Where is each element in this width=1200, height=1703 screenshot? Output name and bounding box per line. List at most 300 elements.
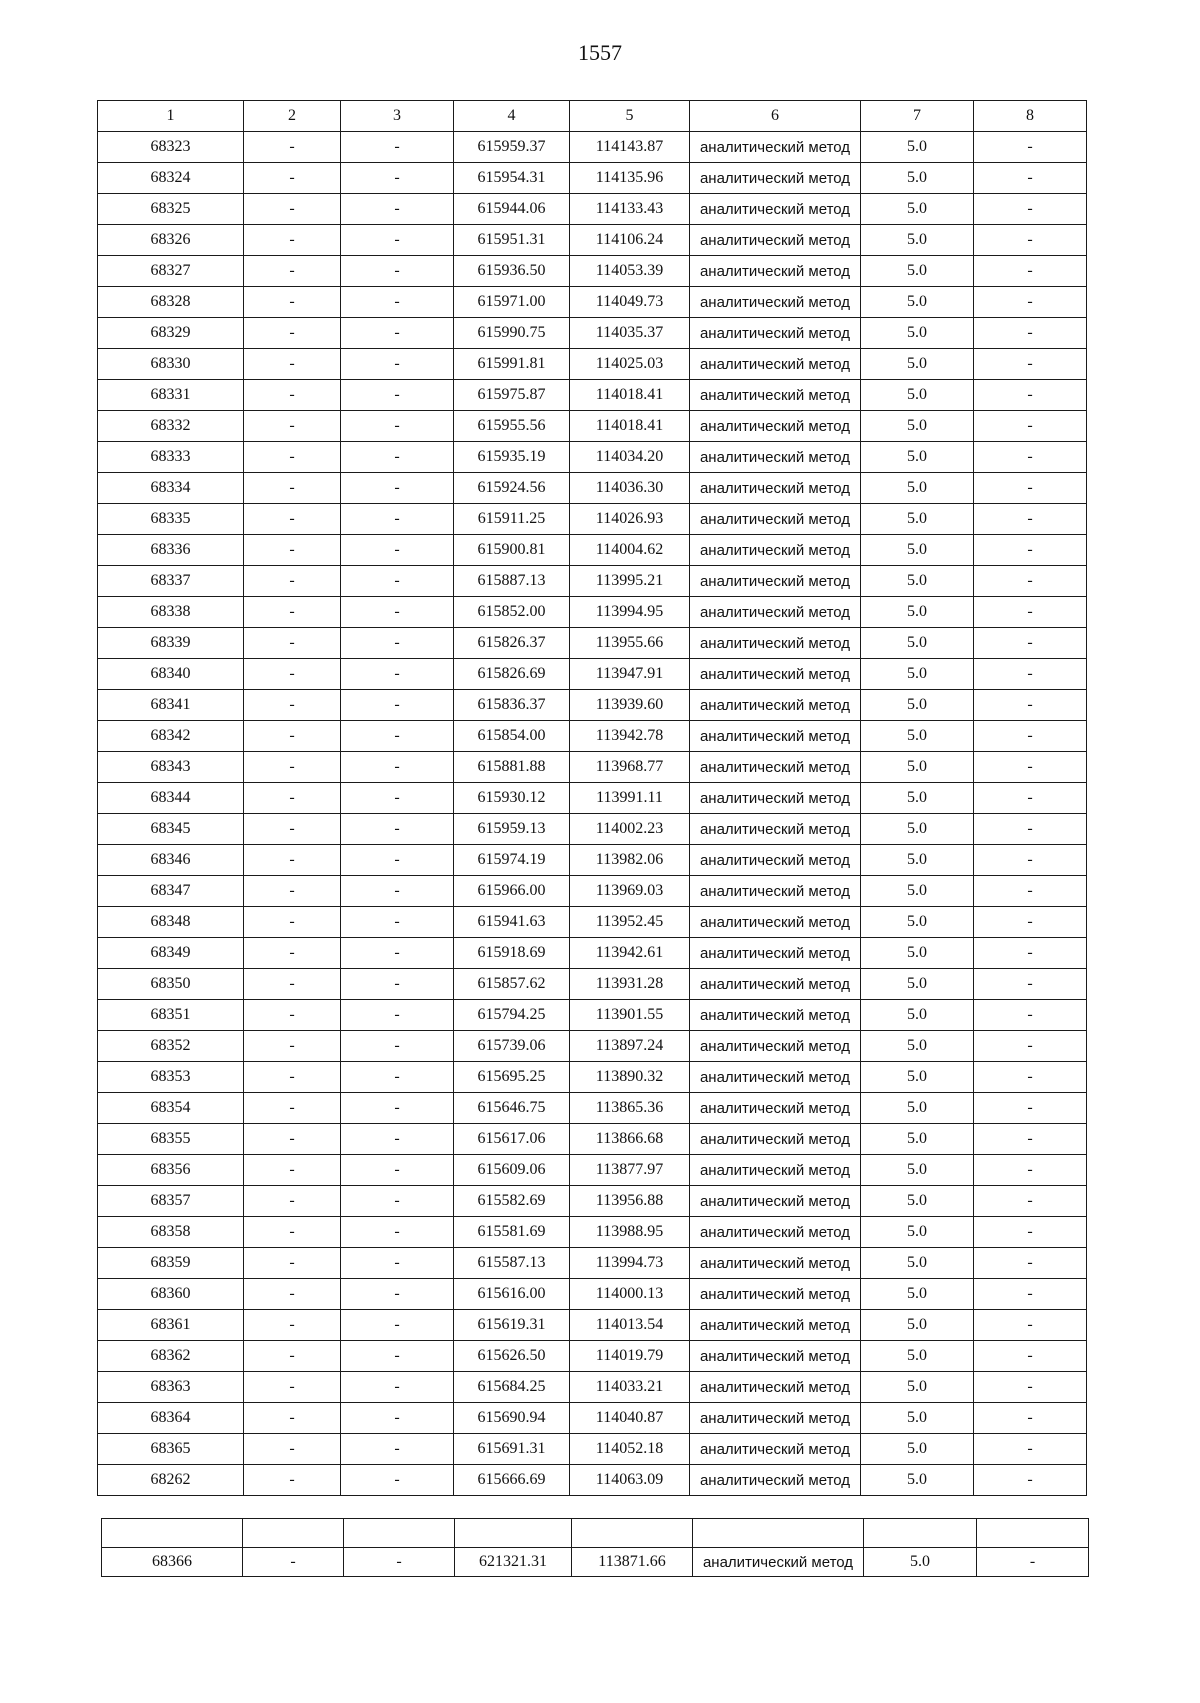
table-row [98,969,1087,1000]
method-cell: аналитический метод [690,659,861,690]
y-coordinate-cell: 114025.03 [570,349,690,380]
y-coordinate-cell: 114002.23 [570,814,690,845]
col2-cell: - [244,907,341,938]
point-number-cell: 68345 [98,814,244,845]
col2-cell: - [244,442,341,473]
col2-cell: - [244,814,341,845]
col8-cell: - [974,225,1087,256]
point-number-cell: 68365 [98,1434,244,1465]
col2-cell: - [244,597,341,628]
col8-cell [977,1519,1089,1548]
point-number-cell: 68328 [98,287,244,318]
column-header: 1 [98,101,244,132]
col3-cell: - [341,628,454,659]
point-number-cell: 68362 [98,1341,244,1372]
col2-cell: - [244,1372,341,1403]
accuracy-cell: 5.0 [861,814,974,845]
point-number-cell: 68341 [98,690,244,721]
col8-cell: - [974,752,1087,783]
x-coordinate-cell: 615944.06 [454,194,570,225]
accuracy-cell: 5.0 [861,132,974,163]
col8-cell: - [974,287,1087,318]
point-number-cell: 68366 [102,1548,243,1577]
point-number-cell: 68353 [98,1062,244,1093]
col8-cell: - [974,659,1087,690]
col8-cell: - [974,194,1087,225]
method-cell: аналитический метод [690,1093,861,1124]
col3-cell [344,1519,455,1548]
col8-cell: - [974,163,1087,194]
col2-cell: - [244,1124,341,1155]
table-row [98,1031,1087,1062]
col3-cell: - [341,1155,454,1186]
table-row [98,1434,1087,1465]
method-cell: аналитический метод [690,225,861,256]
column-header: 3 [341,101,454,132]
table-row [102,1548,1089,1577]
x-coordinate-cell: 615936.50 [454,256,570,287]
col8-cell: - [974,1155,1087,1186]
y-coordinate-cell: 114026.93 [570,504,690,535]
col2-cell: - [244,1403,341,1434]
col2-cell: - [244,411,341,442]
point-number-cell: 68352 [98,1031,244,1062]
x-coordinate-cell: 615609.06 [454,1155,570,1186]
table-row [98,411,1087,442]
col8-cell: - [974,1248,1087,1279]
col8-cell: - [974,535,1087,566]
col3-cell: - [341,1465,454,1496]
x-coordinate-cell: 615951.31 [454,225,570,256]
y-coordinate-cell: 113931.28 [570,969,690,1000]
table-row [98,1000,1087,1031]
point-number-cell: 68333 [98,442,244,473]
y-coordinate-cell: 114033.21 [570,1372,690,1403]
column-header: 5 [570,101,690,132]
table-row [98,845,1087,876]
method-cell: аналитический метод [690,1310,861,1341]
accuracy-cell: 5.0 [864,1548,977,1577]
accuracy-cell: 5.0 [861,1310,974,1341]
accuracy-cell: 5.0 [861,1217,974,1248]
method-cell: аналитический метод [690,1031,861,1062]
col3-cell: - [341,845,454,876]
col2-cell: - [244,1279,341,1310]
x-coordinate-cell: 615954.31 [454,163,570,194]
accuracy-cell: 5.0 [861,194,974,225]
table-row [98,504,1087,535]
point-number-cell: 68327 [98,256,244,287]
accuracy-cell: 5.0 [861,628,974,659]
col2-cell: - [244,690,341,721]
col2-cell: - [244,1248,341,1279]
x-coordinate-cell: 615990.75 [454,318,570,349]
col3-cell: - [341,256,454,287]
col8-cell: - [974,132,1087,163]
point-number-cell: 68339 [98,628,244,659]
method-cell: аналитический метод [690,969,861,1000]
y-coordinate-cell: 113995.21 [570,566,690,597]
x-coordinate-cell: 615900.81 [454,535,570,566]
point-number-cell: 68347 [98,876,244,907]
accuracy-cell: 5.0 [861,504,974,535]
col3-cell: - [341,1000,454,1031]
column-header: 7 [861,101,974,132]
method-cell: аналитический метод [690,473,861,504]
y-coordinate-cell: 114036.30 [570,473,690,504]
col3-cell: - [341,1434,454,1465]
y-coordinate-cell: 113866.68 [570,1124,690,1155]
table-row [98,814,1087,845]
col8-cell: - [974,1465,1087,1496]
point-number-cell: 68338 [98,597,244,628]
accuracy-cell: 5.0 [861,597,974,628]
method-cell: аналитический метод [690,1403,861,1434]
table-row [98,907,1087,938]
method-cell: аналитический метод [690,721,861,752]
method-cell: аналитический метод [690,163,861,194]
x-coordinate-cell: 615691.31 [454,1434,570,1465]
column-header: 4 [454,101,570,132]
x-coordinate-cell: 615616.00 [454,1279,570,1310]
y-coordinate-cell: 114000.13 [570,1279,690,1310]
table-row [98,1310,1087,1341]
y-coordinate-cell: 114034.20 [570,442,690,473]
method-cell: аналитический метод [690,442,861,473]
y-coordinate-cell: 113942.78 [570,721,690,752]
col3-cell: - [344,1548,455,1577]
col2-cell: - [244,1434,341,1465]
method-cell: аналитический метод [690,194,861,225]
col2-cell: - [244,349,341,380]
column-header: 8 [974,101,1087,132]
col3-cell: - [341,287,454,318]
accuracy-cell: 5.0 [861,318,974,349]
table-row [98,349,1087,380]
x-coordinate-cell: 615836.37 [454,690,570,721]
col3-cell: - [341,411,454,442]
accuracy-cell: 5.0 [861,1186,974,1217]
x-coordinate-cell: 615582.69 [454,1186,570,1217]
method-cell: аналитический метод [690,566,861,597]
col8-cell: - [974,814,1087,845]
col3-cell: - [341,690,454,721]
y-coordinate-cell: 113991.11 [570,783,690,814]
col3-cell: - [341,1124,454,1155]
col2-cell: - [244,132,341,163]
y-coordinate-cell: 114106.24 [570,225,690,256]
y-coordinate-cell: 113897.24 [570,1031,690,1062]
col8-cell: - [974,411,1087,442]
accuracy-cell: 5.0 [861,566,974,597]
col3-cell: - [341,659,454,690]
accuracy-cell: 5.0 [861,1372,974,1403]
y-coordinate-cell: 114013.54 [570,1310,690,1341]
method-cell: аналитический метод [690,1000,861,1031]
point-number-cell: 68330 [98,349,244,380]
col8-cell: - [974,349,1087,380]
method-cell: аналитический метод [690,597,861,628]
col8-cell: - [974,783,1087,814]
accuracy-cell: 5.0 [861,721,974,752]
method-cell: аналитический метод [690,504,861,535]
col8-cell: - [974,442,1087,473]
col2-cell: - [244,256,341,287]
col2-cell: - [244,1155,341,1186]
point-number-cell: 68364 [98,1403,244,1434]
x-coordinate-cell: 615617.06 [454,1124,570,1155]
x-coordinate-cell: 615646.75 [454,1093,570,1124]
x-coordinate-cell: 615955.56 [454,411,570,442]
y-coordinate-cell [572,1519,693,1548]
x-coordinate-cell: 615852.00 [454,597,570,628]
method-cell: аналитический метод [690,1217,861,1248]
col2-cell: - [244,1186,341,1217]
y-coordinate-cell: 113871.66 [572,1548,693,1577]
col3-cell: - [341,876,454,907]
col3-cell: - [341,163,454,194]
col2-cell: - [244,1465,341,1496]
accuracy-cell: 5.0 [861,473,974,504]
point-number-cell: 68329 [98,318,244,349]
table-row [98,287,1087,318]
col3-cell: - [341,194,454,225]
col8-cell: - [974,1062,1087,1093]
y-coordinate-cell: 114019.79 [570,1341,690,1372]
x-coordinate-cell: 615935.19 [454,442,570,473]
col2-cell: - [244,1000,341,1031]
method-cell: аналитический метод [693,1548,864,1577]
col8-cell: - [974,1310,1087,1341]
continuation-table [101,1518,1089,1577]
x-coordinate-cell: 615857.62 [454,969,570,1000]
col2-cell: - [244,721,341,752]
col8-cell: - [974,318,1087,349]
point-number-cell: 68326 [98,225,244,256]
col8-cell: - [974,938,1087,969]
col3-cell: - [341,1031,454,1062]
table-row [98,1155,1087,1186]
method-cell: аналитический метод [690,1434,861,1465]
col8-cell: - [974,380,1087,411]
accuracy-cell: 5.0 [861,1279,974,1310]
table-row [98,876,1087,907]
point-number-cell: 68343 [98,752,244,783]
method-cell: аналитический метод [690,1124,861,1155]
table-row [98,318,1087,349]
accuracy-cell: 5.0 [861,845,974,876]
point-number-cell: 68340 [98,659,244,690]
col8-cell: - [974,256,1087,287]
method-cell: аналитический метод [690,814,861,845]
x-coordinate-cell: 621321.31 [455,1548,572,1577]
method-cell: аналитический метод [690,628,861,659]
x-coordinate-cell: 615881.88 [454,752,570,783]
table-header-row [98,101,1087,132]
x-coordinate-cell: 615887.13 [454,566,570,597]
col3-cell: - [341,969,454,1000]
col2-cell: - [244,659,341,690]
column-header: 6 [690,101,861,132]
x-coordinate-cell: 615587.13 [454,1248,570,1279]
accuracy-cell: 5.0 [861,907,974,938]
y-coordinate-cell: 113947.91 [570,659,690,690]
x-coordinate-cell: 615695.25 [454,1062,570,1093]
column-header: 2 [244,101,341,132]
col2-cell: - [244,938,341,969]
table-row [98,1403,1087,1434]
x-coordinate-cell: 615966.00 [454,876,570,907]
point-number-cell: 68348 [98,907,244,938]
col2-cell: - [244,969,341,1000]
x-coordinate-cell: 615975.87 [454,380,570,411]
col2-cell: - [244,163,341,194]
col8-cell: - [974,566,1087,597]
point-number-cell: 68356 [98,1155,244,1186]
col3-cell: - [341,318,454,349]
point-number-cell: 68337 [98,566,244,597]
col2-cell: - [244,504,341,535]
method-cell: аналитический метод [690,411,861,442]
x-coordinate-cell: 615991.81 [454,349,570,380]
x-coordinate-cell: 615924.56 [454,473,570,504]
method-cell: аналитический метод [690,876,861,907]
col8-cell: - [977,1548,1089,1577]
accuracy-cell: 5.0 [861,1248,974,1279]
col8-cell: - [974,1186,1087,1217]
table-row [98,380,1087,411]
accuracy-cell: 5.0 [861,535,974,566]
col8-cell: - [974,690,1087,721]
point-number-cell: 68323 [98,132,244,163]
accuracy-cell: 5.0 [861,1434,974,1465]
table-row [98,1093,1087,1124]
table-row [98,225,1087,256]
point-number-cell: 68342 [98,721,244,752]
col2-cell: - [244,1217,341,1248]
point-number-cell: 68325 [98,194,244,225]
col8-cell: - [974,473,1087,504]
col8-cell: - [974,907,1087,938]
table-row [98,1372,1087,1403]
point-number-cell: 68361 [98,1310,244,1341]
col3-cell: - [341,380,454,411]
accuracy-cell: 5.0 [861,1062,974,1093]
y-coordinate-cell: 113939.60 [570,690,690,721]
col2-cell: - [244,1310,341,1341]
accuracy-cell: 5.0 [861,1093,974,1124]
x-coordinate-cell: 615690.94 [454,1403,570,1434]
table-row [98,163,1087,194]
accuracy-cell: 5.0 [861,256,974,287]
y-coordinate-cell: 113952.45 [570,907,690,938]
col8-cell: - [974,1031,1087,1062]
table-row [98,752,1087,783]
col8-cell: - [974,1217,1087,1248]
accuracy-cell: 5.0 [861,969,974,1000]
point-number-cell: 68344 [98,783,244,814]
col3-cell: - [341,597,454,628]
col3-cell: - [341,1341,454,1372]
table-row [98,256,1087,287]
y-coordinate-cell: 113865.36 [570,1093,690,1124]
table-row [98,721,1087,752]
col8-cell: - [974,1124,1087,1155]
x-coordinate-cell: 615684.25 [454,1372,570,1403]
accuracy-cell: 5.0 [861,163,974,194]
method-cell [693,1519,864,1548]
accuracy-cell: 5.0 [861,1124,974,1155]
method-cell: аналитический метод [690,535,861,566]
table-row [98,1279,1087,1310]
table-row [98,535,1087,566]
table-row [98,597,1087,628]
col3-cell: - [341,1279,454,1310]
x-coordinate-cell: 615941.63 [454,907,570,938]
point-number-cell: 68331 [98,380,244,411]
col2-cell: - [244,845,341,876]
accuracy-cell [864,1519,977,1548]
method-cell: аналитический метод [690,1248,861,1279]
col2-cell: - [244,628,341,659]
y-coordinate-cell: 113942.61 [570,938,690,969]
y-coordinate-cell: 114035.37 [570,318,690,349]
col2-cell: - [244,876,341,907]
point-number-cell: 68349 [98,938,244,969]
x-coordinate-cell: 615739.06 [454,1031,570,1062]
col8-cell: - [974,876,1087,907]
col3-cell: - [341,814,454,845]
accuracy-cell: 5.0 [861,659,974,690]
table-row [98,1062,1087,1093]
table-row [102,1519,1089,1548]
y-coordinate-cell: 114053.39 [570,256,690,287]
point-number-cell: 68351 [98,1000,244,1031]
table-row [98,442,1087,473]
x-coordinate-cell: 615959.37 [454,132,570,163]
accuracy-cell: 5.0 [861,225,974,256]
y-coordinate-cell: 113901.55 [570,1000,690,1031]
x-coordinate-cell: 615826.69 [454,659,570,690]
y-coordinate-cell: 113955.66 [570,628,690,659]
accuracy-cell: 5.0 [861,1031,974,1062]
table-row [98,1341,1087,1372]
point-number-cell: 68334 [98,473,244,504]
method-cell: аналитический метод [690,380,861,411]
method-cell: аналитический метод [690,1186,861,1217]
col8-cell: - [974,1434,1087,1465]
method-cell: аналитический метод [690,318,861,349]
col2-cell: - [244,783,341,814]
col2-cell: - [244,1341,341,1372]
col3-cell: - [341,504,454,535]
col3-cell: - [341,535,454,566]
accuracy-cell: 5.0 [861,783,974,814]
col8-cell: - [974,597,1087,628]
col3-cell: - [341,473,454,504]
col2-cell: - [244,318,341,349]
col3-cell: - [341,1093,454,1124]
accuracy-cell: 5.0 [861,411,974,442]
x-coordinate-cell: 615619.31 [454,1310,570,1341]
col2-cell: - [244,287,341,318]
point-number-cell: 68350 [98,969,244,1000]
table-row [98,194,1087,225]
x-coordinate-cell: 615930.12 [454,783,570,814]
method-cell: аналитический метод [690,287,861,318]
col2-cell [243,1519,344,1548]
x-coordinate-cell: 615826.37 [454,628,570,659]
